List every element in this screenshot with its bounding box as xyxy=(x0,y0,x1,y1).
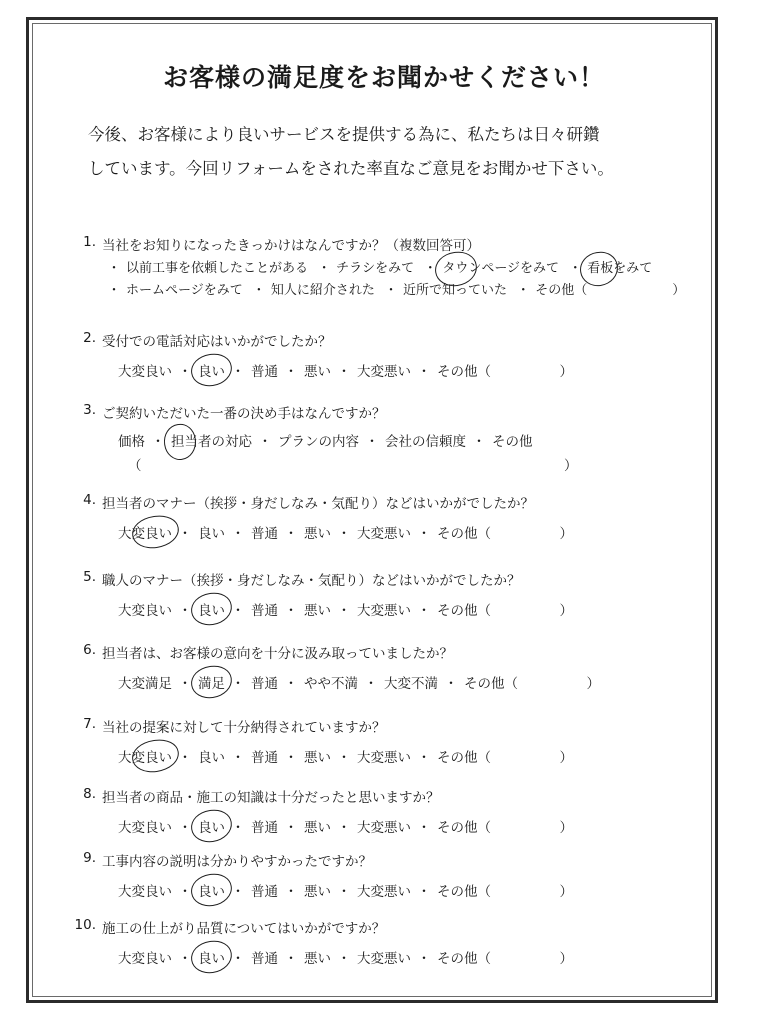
bullet: ・ xyxy=(444,676,458,692)
option-item[interactable]: 大変良い xyxy=(118,603,172,619)
bullet: ・ xyxy=(364,676,378,692)
question-9 xyxy=(60,850,710,900)
bullet: ・ xyxy=(417,884,431,900)
question-number: 9. xyxy=(83,850,96,866)
question-text: ご契約いただいた一番の決め手はなんですか？ xyxy=(102,406,386,422)
bullet: ・ xyxy=(417,364,431,380)
option-item[interactable]: 大変悪い xyxy=(357,603,411,619)
option-item[interactable]: 大変良い xyxy=(118,820,172,836)
option-item[interactable]: 普通 xyxy=(251,750,278,766)
intro-line-1: 今後、お客様により良いサービスを提供する為に、私たちは日々研鑽 xyxy=(88,125,600,144)
bullet: ・ xyxy=(417,603,431,619)
bullet: ・ xyxy=(516,283,530,298)
bullet: ・ xyxy=(231,676,245,692)
question-1-options xyxy=(102,258,710,302)
question-number: 5. xyxy=(83,569,96,585)
option-item[interactable]: 近所で知っていた xyxy=(403,283,508,298)
question-5-options xyxy=(118,599,710,619)
bullet: ・ xyxy=(231,820,245,836)
question-4 xyxy=(60,492,710,542)
option-label: 良い xyxy=(198,364,225,380)
option-item[interactable]: その他 xyxy=(437,750,478,766)
option-label: 良い xyxy=(198,820,225,836)
question-4-heading xyxy=(60,492,710,512)
option-item[interactable]: 大変良い xyxy=(118,951,172,967)
option-item[interactable]: 大変悪い xyxy=(357,364,411,380)
option-item[interactable]: 悪い xyxy=(304,820,331,836)
question-4-options xyxy=(118,522,710,542)
intro-line-2: しています。今回リフォームをされた率直なご意見をお聞かせ下さい。 xyxy=(88,159,614,178)
paren-close: ） xyxy=(559,526,573,542)
question-10-heading xyxy=(60,917,710,937)
question-3 xyxy=(60,402,710,478)
option-item[interactable]: 大変悪い xyxy=(357,951,411,967)
option-item[interactable]: 悪い xyxy=(304,603,331,619)
bullet: ・ xyxy=(417,526,431,542)
bullet: ・ xyxy=(337,820,351,836)
question-9-options xyxy=(118,880,710,900)
option-item[interactable]: ホームページをみて xyxy=(126,283,243,298)
question-text: 施工の仕上がり品質についてはいかがですか？ xyxy=(102,921,386,937)
option-item[interactable]: 普通 xyxy=(251,526,278,542)
question-number: 4. xyxy=(83,492,96,508)
paren-close: ） xyxy=(672,283,686,298)
option-item[interactable]: 普通 xyxy=(251,676,278,692)
question-2-options xyxy=(118,360,710,380)
option-item-selected[interactable] xyxy=(198,880,225,900)
option-item[interactable]: 会社の信頼度 xyxy=(385,434,466,450)
options-row-2 xyxy=(102,280,710,302)
paren-open: （ xyxy=(477,951,491,967)
question-number: 1. xyxy=(83,234,96,250)
bullet: ・ xyxy=(178,750,192,766)
option-item[interactable]: その他 xyxy=(535,283,575,298)
question-6-options xyxy=(118,672,710,692)
option-item[interactable]: その他 xyxy=(492,434,533,450)
intro-text xyxy=(88,118,688,186)
option-item[interactable]: 普通 xyxy=(251,951,278,967)
question-7-options xyxy=(118,746,710,766)
question-text: 職人のマナー（挨拶・身だしなみ・気配り）などはいかがでしたか？ xyxy=(102,573,521,589)
question-8-options xyxy=(118,816,710,836)
paren-open: （ xyxy=(574,283,588,298)
bullet: ・ xyxy=(178,364,192,380)
question-number: 7. xyxy=(83,716,96,732)
question-5 xyxy=(60,569,710,619)
option-item-selected[interactable] xyxy=(198,947,225,967)
question-text: 担当者は、お客様の意向を十分に汲み取っていましたか？ xyxy=(102,646,453,662)
option-item[interactable]: 普通 xyxy=(251,820,278,836)
option-item[interactable]: 大変悪い xyxy=(357,526,411,542)
option-item[interactable]: 悪い xyxy=(304,951,331,967)
bullet: ・ xyxy=(151,434,165,450)
option-item[interactable]: 悪い xyxy=(304,750,331,766)
option-item-selected[interactable] xyxy=(442,258,559,280)
paren-open: （ xyxy=(477,526,491,542)
option-item[interactable]: その他 xyxy=(437,526,478,542)
option-item[interactable]: その他 xyxy=(437,884,478,900)
question-number: 10. xyxy=(74,917,96,933)
option-item[interactable]: 大変満足 xyxy=(118,676,172,692)
question-1 xyxy=(60,234,710,302)
option-item-selected[interactable] xyxy=(198,672,225,692)
question-7-heading xyxy=(60,716,710,736)
option-item[interactable]: その他 xyxy=(437,603,478,619)
option-item[interactable]: 大変良い xyxy=(118,884,172,900)
question-10-options xyxy=(118,947,710,967)
option-item[interactable]: 知人に紹介された xyxy=(270,283,375,298)
bullet: ・ xyxy=(231,526,245,542)
option-item[interactable]: その他 xyxy=(437,820,478,836)
option-item[interactable]: 大変悪い xyxy=(357,820,411,836)
option-item[interactable]: その他 xyxy=(464,676,505,692)
bullet: ・ xyxy=(252,283,266,298)
option-item[interactable]: 悪い xyxy=(304,884,331,900)
bullet: ・ xyxy=(417,750,431,766)
paren-close: ） xyxy=(586,676,600,692)
bullet: ・ xyxy=(178,884,192,900)
option-label: 良い xyxy=(198,884,225,900)
question-text: 当社の提案に対して十分納得されていますか？ xyxy=(102,720,386,736)
options-row-1 xyxy=(118,430,710,454)
option-item[interactable]: やや不満 xyxy=(304,676,358,692)
bullet: ・ xyxy=(107,283,121,298)
option-label: 大変良い xyxy=(118,750,172,766)
bullet: ・ xyxy=(178,603,192,619)
bullet: ・ xyxy=(284,603,298,619)
paren-open: （ xyxy=(477,820,491,836)
option-item-selected[interactable] xyxy=(198,816,225,836)
bullet: ・ xyxy=(317,261,331,276)
option-item[interactable]: 大変悪い xyxy=(357,884,411,900)
option-item[interactable]: 普通 xyxy=(251,884,278,900)
bullet: ・ xyxy=(417,951,431,967)
option-item[interactable]: 良い xyxy=(198,526,225,542)
bullet: ・ xyxy=(284,526,298,542)
bullet: ・ xyxy=(284,820,298,836)
options-row-1 xyxy=(102,258,710,280)
bullet: ・ xyxy=(231,884,245,900)
option-item-selected[interactable] xyxy=(171,430,252,454)
option-item[interactable]: 大変良い xyxy=(118,364,172,380)
paren-close: ） xyxy=(559,364,573,380)
question-number: 8. xyxy=(83,786,96,802)
question-3-options xyxy=(118,430,710,478)
option-item-selected[interactable] xyxy=(118,746,172,766)
bullet: ・ xyxy=(568,261,582,276)
options-row-2 xyxy=(128,454,710,478)
bullet: ・ xyxy=(365,434,379,450)
question-3-heading xyxy=(60,402,710,422)
option-item[interactable]: 価格 xyxy=(118,434,145,450)
question-7 xyxy=(60,716,710,766)
bullet: ・ xyxy=(417,820,431,836)
question-8 xyxy=(60,786,710,836)
bullet: ・ xyxy=(231,951,245,967)
option-item-selected[interactable] xyxy=(198,360,225,380)
option-item[interactable]: 悪い xyxy=(304,364,331,380)
question-number: 6. xyxy=(83,642,96,658)
question-9-heading xyxy=(60,850,710,870)
paren-close: ） xyxy=(559,884,573,900)
bullet: ・ xyxy=(231,750,245,766)
option-item[interactable]: プランの内容 xyxy=(278,434,359,450)
option-label: 満足 xyxy=(198,676,225,692)
bullet: ・ xyxy=(284,951,298,967)
bullet: ・ xyxy=(178,820,192,836)
bullet: ・ xyxy=(337,603,351,619)
question-6-heading xyxy=(60,642,710,662)
bullet: ・ xyxy=(178,951,192,967)
bullet: ・ xyxy=(178,676,192,692)
question-text: 受付での電話対応はいかがでしたか？ xyxy=(102,334,332,350)
page-title: お客様の満足度をお聞かせください！ xyxy=(162,63,605,92)
option-item[interactable]: 良い xyxy=(198,750,225,766)
question-text: 担当者のマナー（挨拶・身だしなみ・気配り）などはいかがでしたか？ xyxy=(102,496,534,512)
paren-close: ） xyxy=(559,820,573,836)
option-label: 大変良い xyxy=(118,526,172,542)
question-8-heading xyxy=(60,786,710,806)
bullet: ・ xyxy=(284,884,298,900)
bullet: ・ xyxy=(284,364,298,380)
bullet: ・ xyxy=(258,434,272,450)
option-item[interactable]: 普通 xyxy=(251,364,278,380)
paren-open: （ xyxy=(504,676,518,692)
option-label: 看板をみて xyxy=(587,261,653,276)
bullet: ・ xyxy=(337,951,351,967)
question-10 xyxy=(60,917,710,967)
question-text: 担当者の商品・施工の知識は十分だったと思いますか？ xyxy=(102,790,440,806)
bullet: ・ xyxy=(107,261,121,276)
bullet: ・ xyxy=(337,526,351,542)
option-item[interactable]: 普通 xyxy=(251,603,278,619)
option-item[interactable]: 悪い xyxy=(304,526,331,542)
paren-open: （ xyxy=(477,603,491,619)
paren-close: ） xyxy=(559,951,573,967)
bullet: ・ xyxy=(231,364,245,380)
paren-open: （ xyxy=(128,458,142,474)
question-2-heading xyxy=(60,330,710,350)
paren-close: ） xyxy=(564,458,578,474)
bullet: ・ xyxy=(423,261,437,276)
option-item[interactable]: その他 xyxy=(437,364,478,380)
bullet: ・ xyxy=(337,884,351,900)
option-label: 担当者の対応 xyxy=(171,434,252,450)
bullet: ・ xyxy=(472,434,486,450)
bullet: ・ xyxy=(231,603,245,619)
bullet: ・ xyxy=(284,676,298,692)
bullet: ・ xyxy=(384,283,398,298)
bullet: ・ xyxy=(284,750,298,766)
option-item[interactable]: チラシをみて xyxy=(336,261,415,276)
bullet: ・ xyxy=(337,750,351,766)
option-item[interactable]: 大変不満 xyxy=(384,676,438,692)
question-1-heading xyxy=(60,234,710,254)
paren-open: （ xyxy=(477,364,491,380)
paren-open: （ xyxy=(477,750,491,766)
option-label: 良い xyxy=(198,603,225,619)
option-label: タウンページをみて xyxy=(442,261,560,276)
option-label: 良い xyxy=(198,951,225,967)
option-item-selected[interactable] xyxy=(118,522,172,542)
option-item[interactable]: 大変悪い xyxy=(357,750,411,766)
option-item[interactable]: その他 xyxy=(437,951,478,967)
question-text: 工事内容の説明は分かりやすかったですか？ xyxy=(102,854,372,870)
bullet: ・ xyxy=(178,526,192,542)
bullet: ・ xyxy=(337,364,351,380)
option-item-selected[interactable] xyxy=(587,258,652,280)
question-5-heading xyxy=(60,569,710,589)
option-item-selected[interactable] xyxy=(198,599,225,619)
paren-close: ） xyxy=(559,750,573,766)
question-text: 当社をお知りになったきっかけはなんですか？（複数回答可） xyxy=(102,238,480,254)
question-6 xyxy=(60,642,710,692)
paren-close: ） xyxy=(559,603,573,619)
question-2 xyxy=(60,330,710,380)
option-item[interactable]: 以前工事を依頼したことがある xyxy=(126,261,309,276)
paren-open: （ xyxy=(477,884,491,900)
question-number: 3. xyxy=(83,402,96,418)
question-number: 2. xyxy=(83,330,96,346)
